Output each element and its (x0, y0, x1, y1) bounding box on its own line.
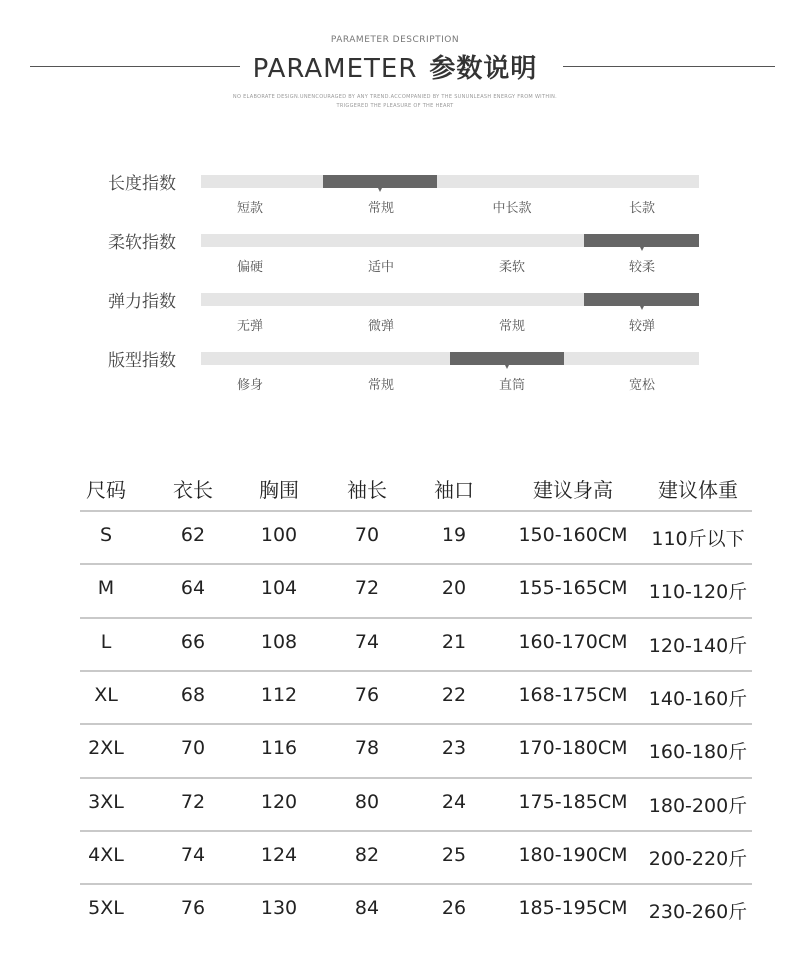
index-option: 偏硬 (236, 260, 263, 275)
table-cell: 62 (180, 524, 206, 546)
table-cell: S (99, 524, 113, 546)
table-cell: L (100, 630, 112, 653)
table-header-row (0, 468, 790, 508)
table-cell: 20 (441, 577, 467, 600)
table-cell: 5XL (88, 897, 124, 920)
table-cell: 180-190CM (518, 843, 628, 866)
header-subtitle: PARAMETER DESCRIPTION (330, 35, 460, 45)
table-cell: 185-195CM (518, 897, 628, 920)
table-cell: 70 (180, 737, 206, 760)
table-cell: 150-160CM (518, 524, 628, 546)
table-cell: 70 (354, 524, 380, 546)
marker-pointer-icon (505, 365, 509, 369)
table-header-cell: 袖口 (434, 478, 474, 502)
table-cell: 24 (441, 790, 467, 813)
table-cell: 160-180斤 (648, 741, 748, 764)
index-option: 柔软 (498, 260, 525, 275)
table-cell: 72 (180, 790, 206, 813)
index-option: 无弹 (236, 319, 263, 334)
table-cell: 168-175CM (518, 683, 628, 706)
table-header-cell: 衣长 (173, 478, 213, 502)
table-cell: 4XL (88, 843, 124, 866)
table-cell: 74 (180, 843, 206, 866)
index-option: 长款 (628, 201, 655, 216)
table-cell: 84 (354, 897, 380, 920)
table-cell: 155-165CM (518, 577, 628, 600)
marker-pointer-icon (640, 247, 644, 251)
table-cell: 160-170CM (518, 630, 628, 653)
table-cell: M (97, 577, 115, 600)
table-header-cell: 建议体重 (658, 478, 738, 502)
index-label: 版型指数 (108, 351, 176, 371)
index-option: 较弹 (628, 319, 655, 334)
table-cell: 2XL (88, 737, 124, 760)
header-title-cn: 参数说明 (429, 54, 538, 84)
table-cell: 78 (354, 737, 380, 760)
header-title-en: PARAMETER (252, 54, 418, 84)
index-row (0, 289, 790, 339)
table-row (0, 725, 790, 778)
table-cell: 72 (354, 577, 380, 600)
index-option: 适中 (367, 260, 394, 275)
table-cell: 76 (180, 897, 206, 920)
marker-pointer-icon (378, 188, 382, 192)
table-row (0, 672, 790, 725)
index-selected-marker (450, 352, 564, 365)
table-row (0, 885, 790, 938)
index-scale-track (201, 352, 699, 365)
table-cell: 120-140斤 (648, 634, 748, 657)
table-row (0, 619, 790, 672)
table-cell: 66 (180, 630, 206, 653)
header-tagline-2: TRIGGERED THE PLEASURE OF THE HEART (336, 103, 454, 109)
table-cell: 100 (260, 524, 298, 546)
index-row (0, 230, 790, 280)
table-row (0, 832, 790, 885)
table-cell: 230-260斤 (648, 901, 748, 924)
index-row (0, 171, 790, 221)
table-header-cell: 建议身高 (533, 478, 613, 502)
table-row (0, 779, 790, 832)
index-option: 微弹 (367, 319, 394, 334)
table-cell: 22 (441, 683, 467, 706)
marker-pointer-icon (640, 306, 644, 310)
table-cell: 140-160斤 (648, 687, 748, 710)
table-cell: 82 (354, 843, 380, 866)
table-cell: 80 (354, 790, 380, 813)
table-cell: 21 (441, 630, 467, 653)
index-option: 修身 (236, 378, 263, 393)
index-option: 短款 (236, 201, 263, 216)
table-cell: 130 (260, 897, 298, 920)
table-row (0, 512, 790, 565)
index-option: 常规 (498, 319, 525, 334)
table-cell: 120 (260, 790, 298, 813)
index-row (0, 348, 790, 398)
table-cell: XL (94, 683, 118, 706)
table-cell: 74 (354, 630, 380, 653)
index-selected-marker (584, 234, 699, 247)
parameter-header (0, 0, 790, 120)
table-cell: 64 (180, 577, 206, 600)
index-selected-marker (584, 293, 699, 306)
table-cell: 124 (260, 843, 298, 866)
index-label: 长度指数 (108, 174, 176, 194)
table-cell: 112 (260, 683, 298, 706)
index-label: 柔软指数 (108, 233, 176, 253)
table-cell: 25 (441, 843, 467, 866)
table-cell: 175-185CM (518, 790, 628, 813)
table-cell: 200-220斤 (648, 847, 748, 870)
table-cell: 116 (260, 737, 298, 760)
table-cell: 3XL (88, 790, 124, 813)
table-row (0, 565, 790, 618)
index-option: 宽松 (628, 378, 655, 393)
index-scale-track (201, 175, 699, 188)
table-cell: 108 (260, 630, 298, 653)
header-tagline-1: NO ELABORATE DESIGN.UNENCOURAGED BY ANY TREND.ACCOMPANIED BY THE SUNUNLEASH ENERGY FROM WITHIN. (232, 94, 558, 100)
header-rule-right (563, 66, 775, 67)
table-cell: 76 (354, 683, 380, 706)
table-header-cell: 尺码 (86, 478, 126, 502)
index-option: 中长款 (492, 201, 532, 216)
index-scale-track (201, 293, 699, 306)
table-cell: 26 (441, 897, 467, 920)
table-cell: 68 (180, 683, 206, 706)
index-option: 较柔 (628, 260, 655, 275)
table-cell: 110-120斤 (648, 581, 748, 604)
table-header-cell: 袖长 (347, 478, 387, 502)
table-header-cell: 胸围 (259, 478, 299, 502)
index-label: 弹力指数 (108, 292, 176, 312)
index-option: 直筒 (498, 378, 525, 393)
index-option: 常规 (367, 201, 394, 216)
table-cell: 104 (260, 577, 298, 600)
index-scale-track (201, 234, 699, 247)
table-cell: 170-180CM (518, 737, 628, 760)
table-cell: 110斤以下 (651, 528, 745, 550)
table-cell: 180-200斤 (648, 794, 748, 817)
table-cell: 23 (441, 737, 467, 760)
index-selected-marker (323, 175, 437, 188)
table-cell: 19 (441, 524, 467, 546)
index-option: 常规 (367, 378, 394, 393)
